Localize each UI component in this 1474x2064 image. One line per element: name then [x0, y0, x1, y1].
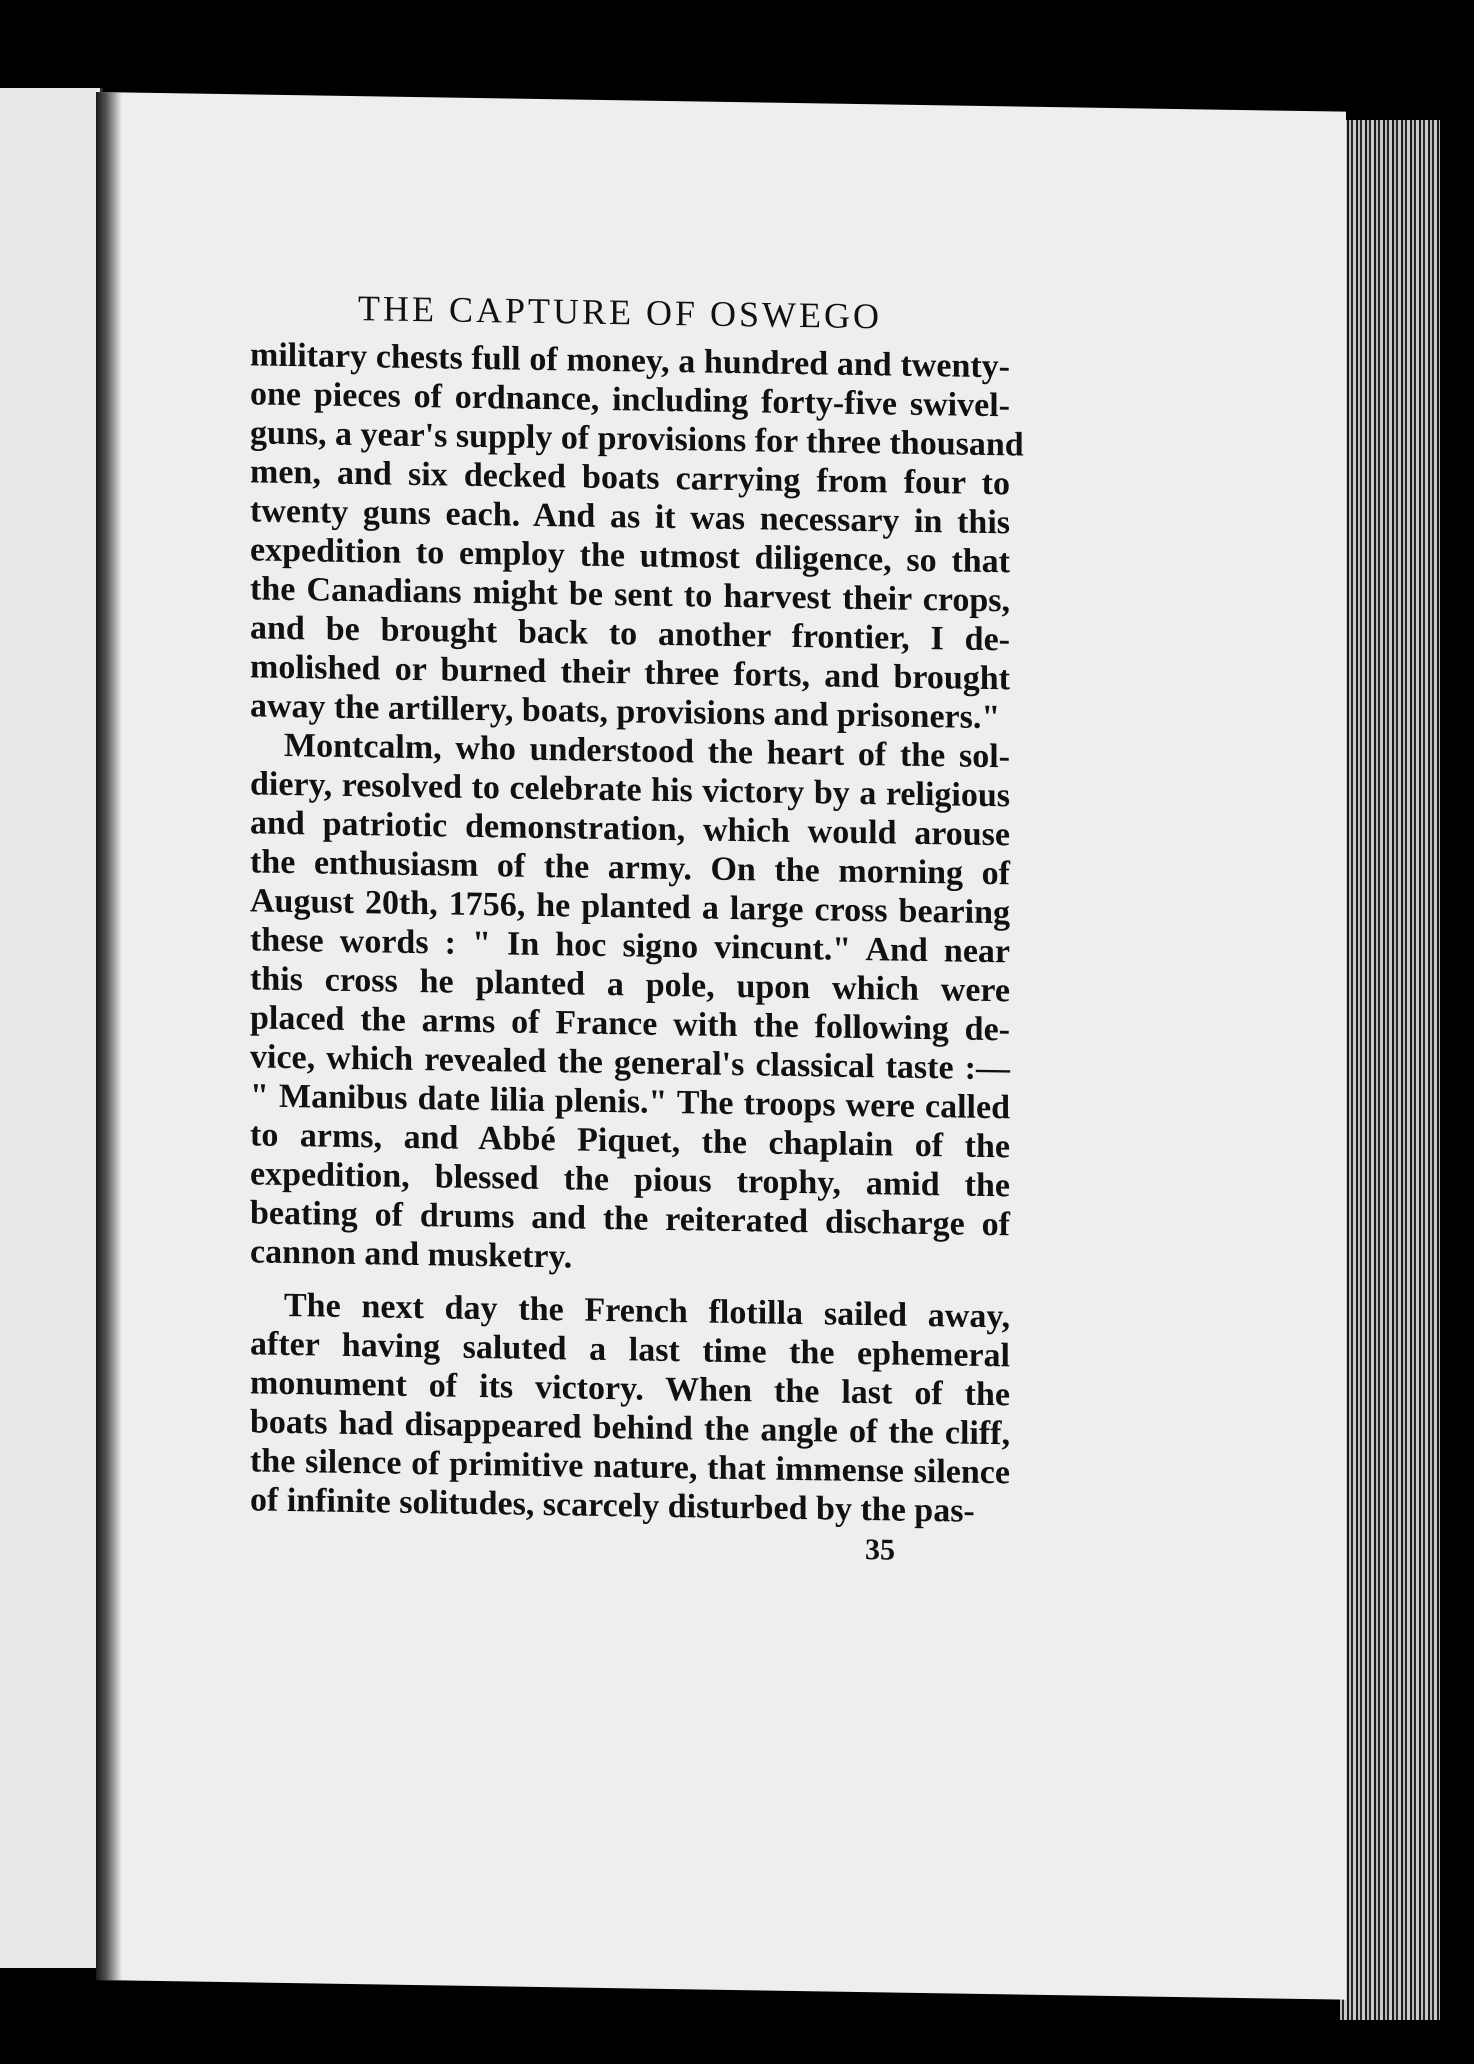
- left-facing-page: [0, 88, 103, 1968]
- text-line: guns, a year's supply of provisions for three thousand: [250, 414, 1024, 464]
- text-line: and patriotic demonstration, which would arouse: [250, 804, 1010, 854]
- text-line: men, and six decked boats carrying from four to: [250, 453, 1010, 503]
- text-line: this cross he planted a pole, upon which were: [250, 960, 1010, 1010]
- text-line: expedition to employ the utmost diligence, so that: [250, 531, 1010, 581]
- running-head: THE CAPTURE OF OSWEGO: [357, 288, 882, 337]
- text-line: the Canadians might be sent to harvest their crops,: [250, 570, 1010, 620]
- text-line: cannon and musketry.: [250, 1233, 573, 1276]
- book-page: [96, 92, 1346, 2000]
- text-line: diery, resolved to celebrate his victory by a religious: [250, 765, 1010, 815]
- text-line: the silence of primitive nature, that immense silence: [250, 1442, 1010, 1492]
- text-line: " Manibus date lilia plenis." The troops were called: [250, 1077, 1010, 1127]
- text-line: after having saluted a last time the ephemeral: [250, 1325, 1010, 1375]
- text-line: molished or burned their three forts, and brought: [250, 648, 1010, 698]
- page-edges: [1340, 120, 1440, 2020]
- page-text-block: [150, 239, 1030, 1570]
- page-number: 35: [865, 1533, 895, 1567]
- text-line: expedition, blessed the pious trophy, amid the: [250, 1155, 1010, 1205]
- text-line: The next day the French flotilla sailed away,: [284, 1286, 1010, 1336]
- text-line: August 20th, 1756, he planted a large cross bearing: [250, 882, 1010, 932]
- text-line: Montcalm, who understood the heart of the sol-: [284, 726, 1010, 776]
- text-line: one pieces of ordnance, including forty-five swivel-: [250, 375, 1010, 425]
- text-line: to arms, and Abbé Piquet, the chaplain of the: [250, 1116, 1010, 1166]
- text-line: placed the arms of France with the following de-: [250, 999, 1010, 1049]
- text-line: beating of drums and the reiterated discharge of: [250, 1194, 1010, 1244]
- text-line: of infinite solitudes, scarcely disturbed by the pas-: [250, 1481, 975, 1530]
- text-line: monument of its victory. When the last of the: [250, 1364, 1010, 1414]
- text-line: boats had disappeared behind the angle of the cliff,: [250, 1403, 1010, 1453]
- text-line: the enthusiasm of the army. On the morning of: [250, 843, 1010, 893]
- text-line: twenty guns each. And as it was necessary in this: [250, 492, 1010, 542]
- text-line: military chests full of money, a hundred and twenty-: [250, 336, 1010, 386]
- text-line: vice, which revealed the general's classical taste :—: [250, 1038, 1010, 1088]
- body-text: [150, 334, 1030, 1532]
- text-line: these words : " In hoc signo vincunt." And near: [250, 921, 1010, 971]
- text-line: away the artillery, boats, provisions and prisoners.": [250, 687, 1001, 737]
- text-line: and be brought back to another frontier, I de-: [250, 609, 1010, 659]
